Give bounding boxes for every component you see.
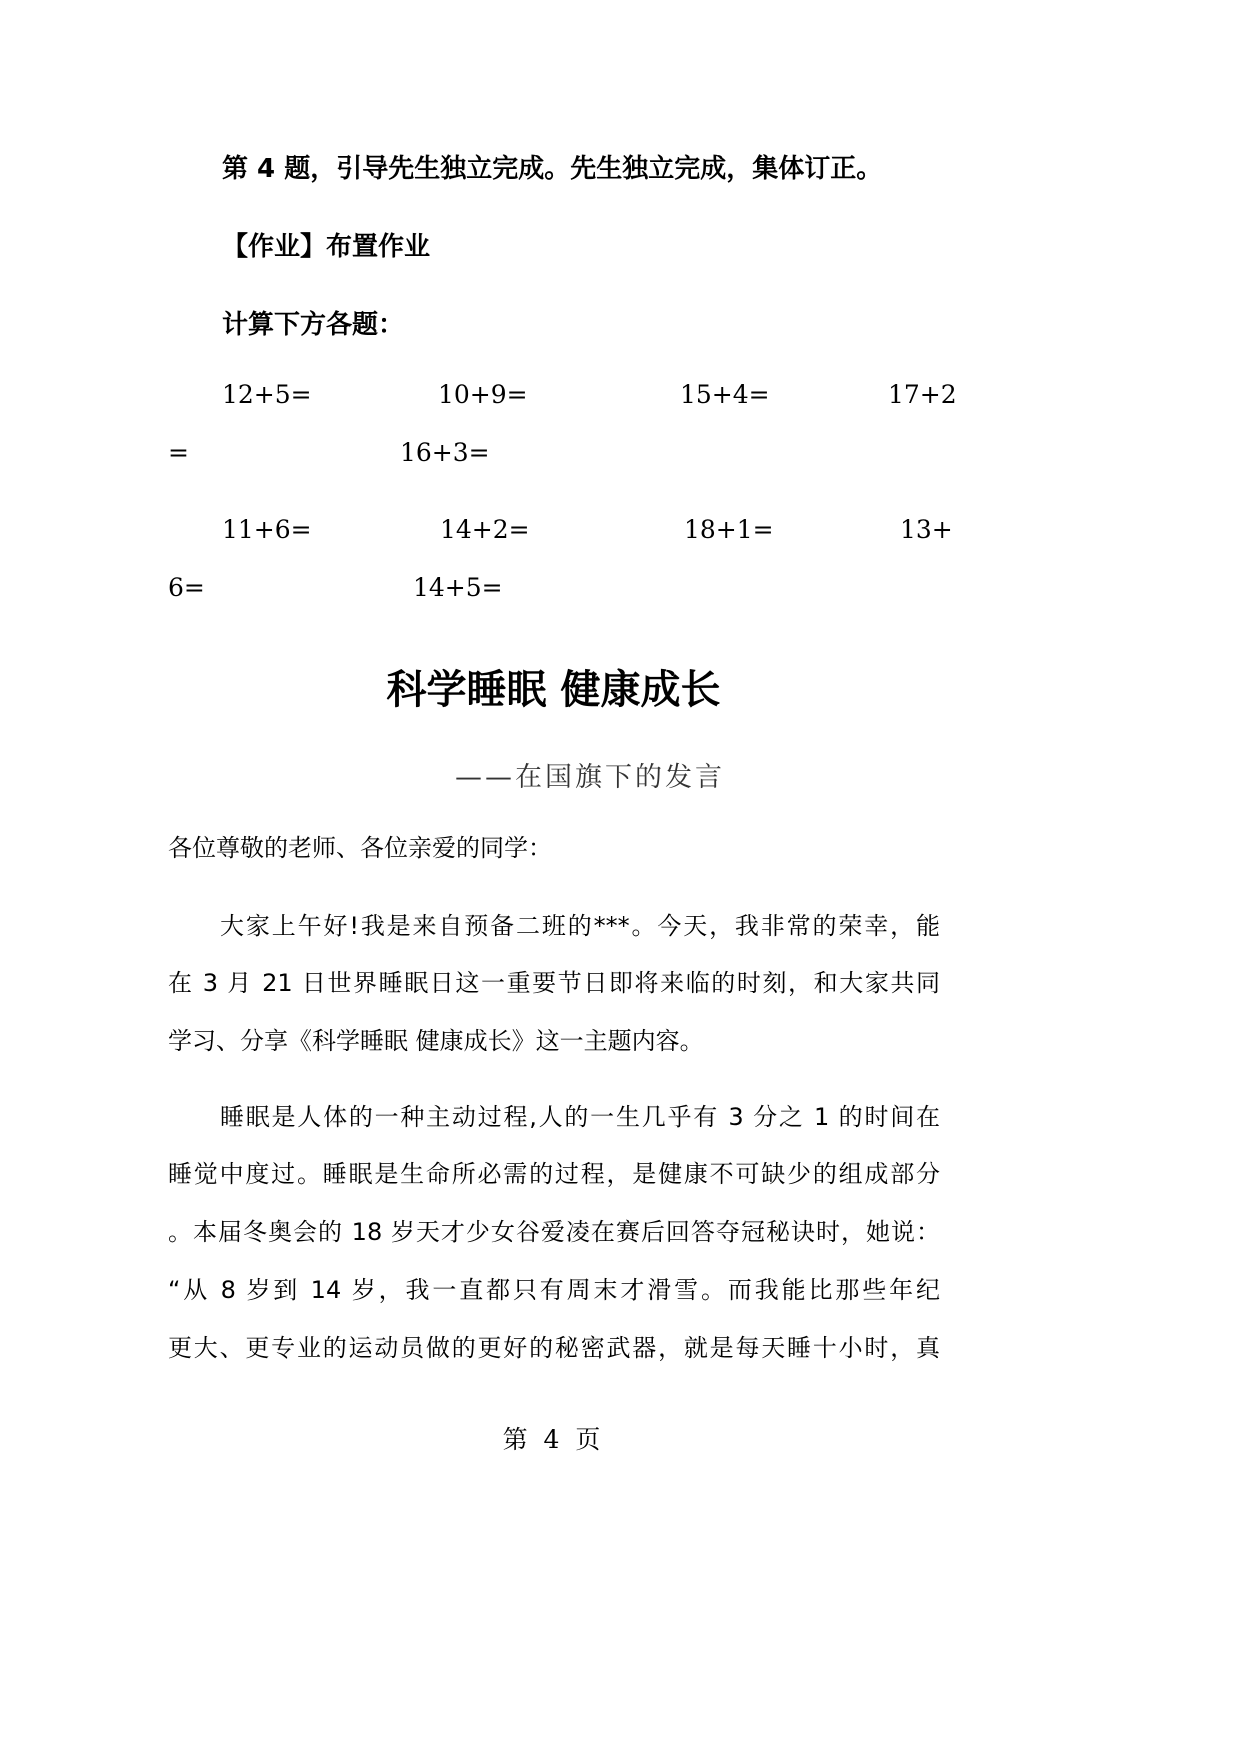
math-problem: 10+9=: [438, 380, 528, 409]
speech-greeting: 各位尊敬的老师、各位亲爱的同学：: [168, 834, 552, 862]
homework-heading: 【作业】布置作业: [222, 232, 431, 262]
math-problem: 12+5=: [222, 380, 312, 409]
speech-subtitle: ——在国旗下的发言: [455, 762, 725, 793]
speech-paragraph-line: 睡觉中度过。睡眠是生命所必需的过程，是健康不可缺少的组成部分: [168, 1160, 940, 1188]
speech-paragraph-line: “从 8 岁到 14 岁，我一直都只有周末才滑雪。而我能比那些年纪: [168, 1276, 940, 1304]
speech-paragraph-line: 在 3 月 21 日世界睡眠日这一重要节日即将来临的时刻，和大家共同: [168, 969, 940, 997]
math-problem-wrap: 6=: [168, 573, 205, 602]
math-problem: 15+4=: [680, 380, 770, 409]
math-problem: 11+6=: [222, 515, 312, 544]
speech-title: 科学睡眠 健康成长: [386, 667, 721, 713]
math-problem: 13+: [900, 515, 953, 544]
math-problem: 16+3=: [400, 438, 490, 467]
task4-text: 第 4 题，引导先生独立完成。先生独立完成，集体订正。: [222, 154, 883, 184]
page-number: 第 4 页: [502, 1425, 605, 1454]
math-problem: 14+5=: [413, 573, 503, 602]
speech-paragraph-line: 睡眠是人体的一种主动过程,人的一生几乎有 3 分之 1 的时间在: [220, 1103, 940, 1131]
math-problem: 18+1=: [684, 515, 774, 544]
math-problem-wrap: =: [168, 438, 189, 467]
speech-paragraph-line: 。本届冬奥会的 18 岁天才少女谷爱凌在赛后回答夺冠秘诀时，她说：: [168, 1218, 940, 1246]
speech-paragraph-line: 大家上午好!我是来自预备二班的***。今天，我非常的荣幸，能: [220, 912, 940, 940]
math-problem: 17+2: [888, 380, 957, 409]
math-problem: 14+2=: [440, 515, 530, 544]
compute-title: 计算下方各题：: [222, 310, 405, 340]
speech-paragraph-line: 更大、更专业的运动员做的更好的秘密武器，就是每天睡十小时，真: [168, 1334, 940, 1362]
speech-paragraph-line: 学习、分享《科学睡眠 健康成长》这一主题内容。: [168, 1027, 704, 1055]
